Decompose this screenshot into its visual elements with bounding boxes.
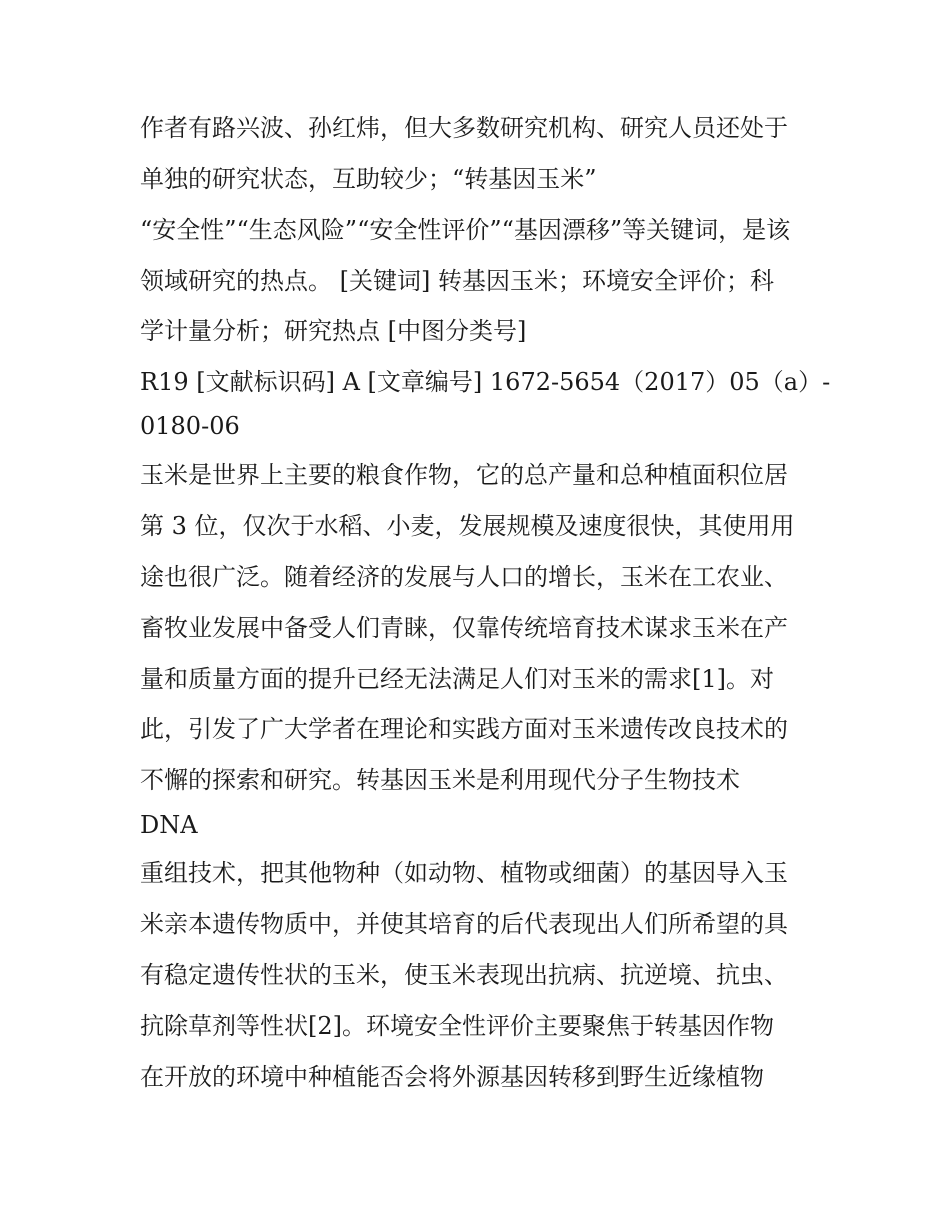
text-line: 单独的研究状态，互助较少；“转基因玉米” (140, 165, 597, 193)
text-line: 在开放的环境中种植能否会将外源基因转移到野生近缘植物 (140, 1063, 764, 1091)
text-line: 量和质量方面的提升已经无法满足人们对玉米的需求[1]。对 (140, 665, 774, 693)
text-line: 途也很广泛。随着经济的发展与人口的增长，玉米在工农业、 (140, 563, 788, 591)
text-line: 玉米是世界上主要的粮食作物，它的总产量和总种植面积位居 (140, 461, 788, 489)
text-line: 抗除草剂等性状[2]。环境安全性评价主要聚焦于转基因作物 (140, 1012, 774, 1040)
text-line: 米亲本遗传物质中，并使其培育的后代表现出人们所希望的具 (140, 910, 788, 938)
text-line: 第 3 位，仅次于水稻、小麦，发展规模及速度很快，其使用用 (140, 512, 795, 540)
text-line: 畜牧业发展中备受人们青睐，仅靠传统培育技术谋求玉米在产 (140, 614, 788, 642)
text-line: 学计量分析；研究热点 [中图分类号] (140, 317, 527, 345)
text-line: 此，引发了广大学者在理论和实践方面对玉米遗传改良技术的 (140, 715, 788, 743)
text-line: 有稳定遗传性状的玉米，使玉米表现出抗病、抗逆境、抗虫、 (140, 961, 788, 989)
text-line: “安全性”“生态风险”“安全性评价”“基因漂移”等关键词，是该 (140, 216, 791, 244)
text-line: 作者有路兴波、孙红炜，但大多数研究机构、研究人员还处于 (140, 114, 788, 142)
text-line: 不懈的探索和研究。转基因玉米是利用现代分子生物技术 (140, 766, 740, 794)
text-line: 0180-06 (140, 412, 240, 440)
text-line: R19 [文献标识码] A [文章编号] 1672-5654（2017）05（a）- (140, 368, 830, 396)
text-line: 重组技术，把其他物种（如动物、植物或细菌）的基因导入玉 (140, 859, 788, 887)
text-line: DNA (140, 811, 198, 839)
text-line: 领域研究的热点。 [关键词] 转基因玉米；环境安全评价；科 (140, 267, 774, 295)
